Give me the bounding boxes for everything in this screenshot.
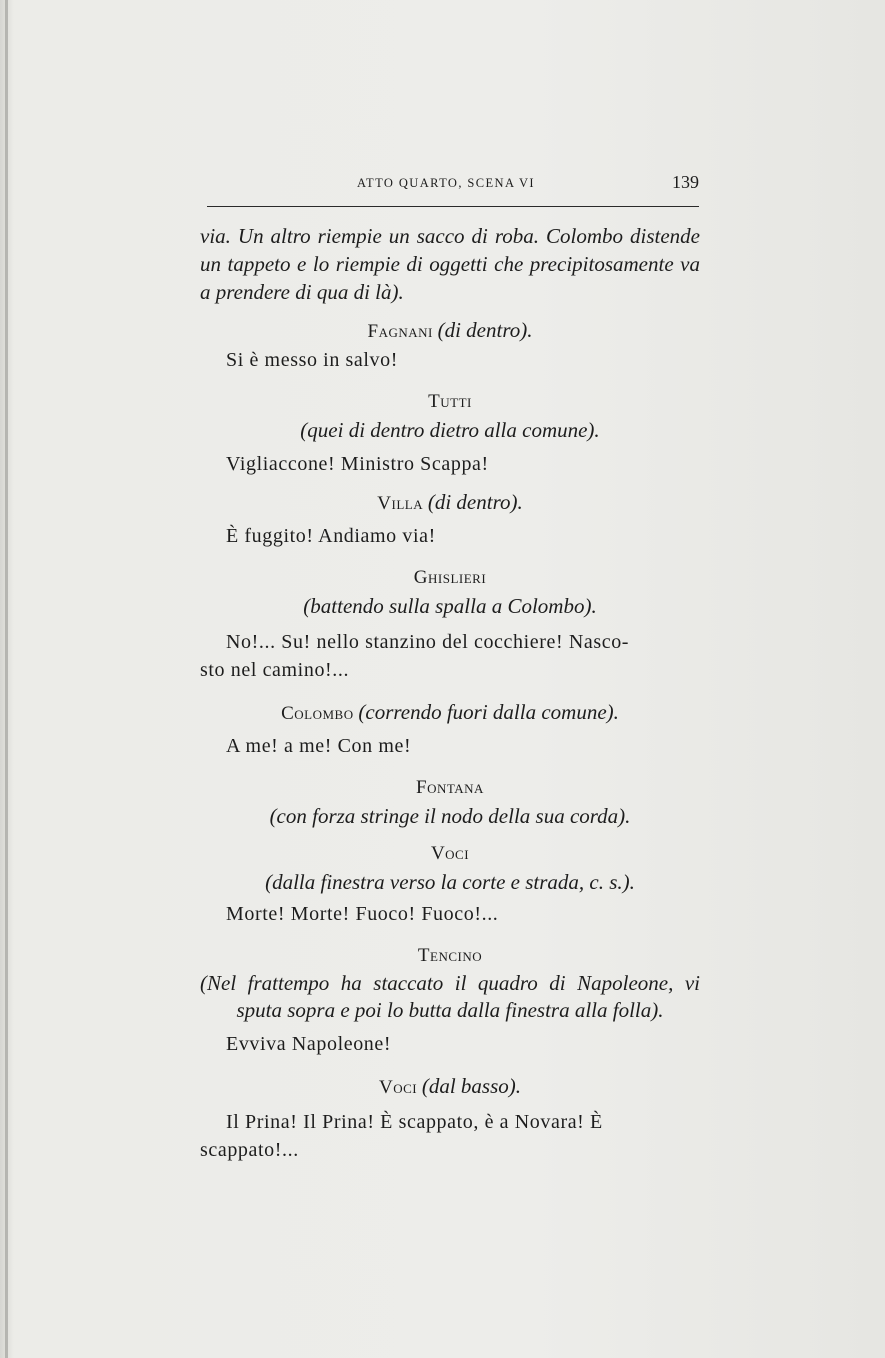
speaker-name: Fontana: [416, 777, 484, 798]
page-binding-edge: [5, 0, 8, 1358]
dialogue-line: [200, 1108, 700, 1164]
speaker-name: Tencino: [417, 945, 483, 966]
stage-direction: (quei di dentro dietro alla comune).: [300, 418, 600, 442]
dialogue-line: È fuggito! Andiamo via!: [226, 525, 436, 547]
dialogue-line: [200, 628, 700, 684]
speaker-name: Tutti: [428, 391, 472, 412]
speaker-direction: (dal basso).: [421, 1074, 522, 1098]
speaker-direction: (di dentro).: [427, 490, 523, 514]
speaker-heading: [200, 840, 700, 868]
speaker-heading: [200, 942, 700, 970]
dialogue-line-part: Il Prina! Il Prina! È scappato, è a Novara! È: [226, 1111, 603, 1133]
speaker-heading: [200, 698, 700, 728]
page-header: [207, 172, 699, 198]
dialogue-line-part: sto nel camino!...: [200, 659, 350, 681]
dialogue-line: Evviva Napoleone!: [226, 1033, 392, 1055]
speaker-name: Voci: [378, 1077, 418, 1098]
page-number: 139: [672, 172, 699, 192]
speaker-heading: [200, 488, 700, 518]
speaker-name: Ghislieri: [413, 567, 487, 588]
dialogue-line: Vigliaccone! Ministro Scappa!: [226, 453, 489, 475]
dialogue-line-part: No!... Su! nello stanzino del cocchiere! Nasco-: [226, 631, 630, 653]
speaker-name: Fagnani: [367, 321, 433, 342]
speaker-heading: [200, 1072, 700, 1102]
speaker-heading: [200, 564, 700, 592]
stage-direction: via. Un altro riempie un sacco di roba. Colombo distende un tappeto e lo riempie di oggetti che precipitosamente va a prendere di qua di là).: [200, 224, 700, 304]
stage-direction: (con forza stringe il nodo della sua corda).: [269, 804, 631, 828]
stage-direction: (battendo sulla spalla a Colombo).: [303, 594, 597, 618]
stage-direction: (Nel frattempo ha staccato il quadro di Napoleone, vi sputa sopra e poi lo butta dalla finestra alla folla).: [200, 971, 700, 1022]
dialogue-line: A me! a me! Con me!: [226, 735, 412, 757]
speaker-name: Voci: [430, 843, 470, 864]
speaker-direction: (correndo fuori dalla comune).: [358, 700, 619, 724]
speaker-heading: [200, 774, 700, 802]
header-rule: [207, 206, 699, 207]
play-text: [200, 222, 700, 1164]
running-head: ATTO QUARTO, SCENA VI: [357, 176, 535, 190]
speaker-name: Colombo: [281, 703, 354, 724]
dialogue-line: Morte! Morte! Fuoco! Fuoco!...: [226, 903, 499, 925]
speaker-direction: (di dentro).: [437, 318, 533, 342]
speaker-heading: [200, 316, 700, 346]
stage-direction: (dalla finestra verso la corte e strada, c. s.).: [265, 870, 635, 894]
dialogue-line: Si è messo in salvo!: [226, 349, 398, 371]
speaker-name: Villa: [377, 493, 424, 514]
dialogue-line-part: scappato!...: [200, 1139, 299, 1161]
speaker-heading: [200, 388, 700, 416]
